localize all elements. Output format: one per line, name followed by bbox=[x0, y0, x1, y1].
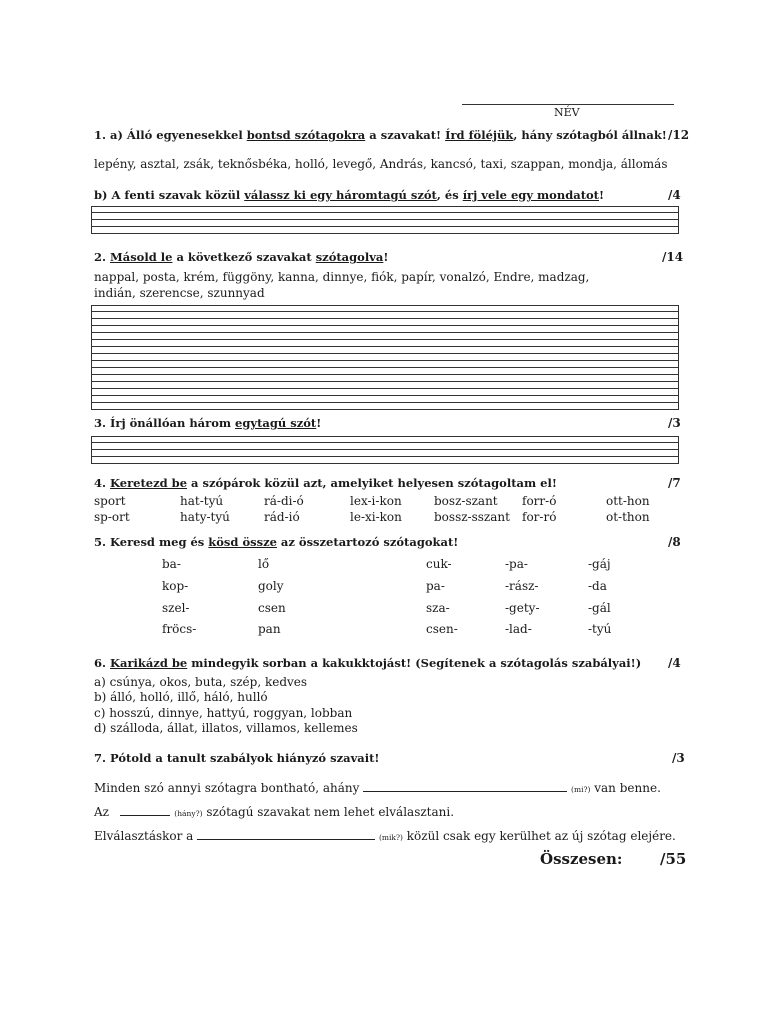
syllable[interactable]: cuk- bbox=[426, 557, 452, 571]
task2-writing-lines[interactable] bbox=[91, 305, 679, 410]
task4-points: /7 bbox=[668, 476, 681, 490]
task6-item[interactable]: d) szálloda, állat, illatos, villamos, kellemes bbox=[94, 721, 358, 735]
pair-word[interactable]: le-xi-kon bbox=[350, 510, 402, 524]
task6-item[interactable]: a) csúnya, okos, buta, szép, kedves bbox=[94, 675, 308, 689]
task3-points: /3 bbox=[668, 416, 681, 430]
task7-sentence-1: Minden szó annyi szótagra bontható, ahány (mi?) van benne. bbox=[94, 781, 661, 795]
task4-instruction: 4. Keretezd be a szópárok közül azt, amelyiket helyesen szótagoltam el! bbox=[94, 476, 557, 490]
task1a-points: /12 bbox=[668, 128, 690, 142]
syllable[interactable]: -rász- bbox=[505, 579, 539, 593]
task5-instruction: 5. Keresd meg és kösd össze az összetartozó szótagokat! bbox=[94, 535, 459, 549]
task6-item[interactable]: c) hosszú, dinnye, hattyú, roggyan, lobban bbox=[94, 706, 353, 720]
task6-item[interactable]: b) álló, holló, illő, háló, hulló bbox=[94, 690, 268, 704]
task6-instruction: 6. Karikázd be mindegyik sorban a kakukktojást! (Segítenek a szótagolás szabályai!) bbox=[94, 656, 642, 670]
syllable[interactable]: lő bbox=[258, 557, 270, 571]
task2-points: /14 bbox=[662, 250, 684, 264]
pair-word[interactable]: forr-ó bbox=[522, 494, 557, 508]
pair-word[interactable]: rád-ió bbox=[264, 510, 300, 524]
task3-instruction: 3. Írj önállóan három egytagú szót! bbox=[94, 416, 322, 430]
syllable[interactable]: pan bbox=[258, 622, 281, 636]
pair-word[interactable]: sport bbox=[94, 494, 126, 508]
task2-words-line2: indián, szerencse, szunnyad bbox=[94, 286, 265, 300]
task1a-words: lepény, asztal, zsák, teknősbéka, holló, levegő, András, kancsó, taxi, szappan, mondja, állomás bbox=[94, 157, 668, 171]
syllable[interactable]: csen- bbox=[426, 622, 458, 636]
pair-word[interactable]: haty-tyú bbox=[180, 510, 230, 524]
task7-sentence-2: Az (hány?) szótagú szavakat nem lehet elválasztani. bbox=[94, 805, 455, 819]
task7-instruction: 7. Pótold a tanult szabályok hiányzó szavait! bbox=[94, 751, 380, 765]
task7-points: /3 bbox=[672, 751, 685, 765]
blank-field[interactable] bbox=[363, 783, 567, 792]
syllable[interactable]: goly bbox=[258, 579, 284, 593]
pair-word[interactable]: lex-i-kon bbox=[350, 494, 402, 508]
blank-field[interactable] bbox=[120, 807, 170, 816]
total-points: /55 bbox=[660, 850, 687, 868]
task2-words-line1: nappal, posta, krém, függöny, kanna, dinnye, fiók, papír, vonalzó, Endre, madzag, bbox=[94, 270, 590, 284]
syllable[interactable]: -gáj bbox=[588, 557, 611, 571]
syllable[interactable]: -da bbox=[588, 579, 607, 593]
pair-word[interactable]: bosz-szant bbox=[434, 494, 498, 508]
pair-word[interactable]: sp-ort bbox=[94, 510, 130, 524]
pair-word[interactable]: for-ró bbox=[522, 510, 557, 524]
syllable[interactable]: -gety- bbox=[505, 601, 540, 615]
syllable[interactable]: sza- bbox=[426, 601, 450, 615]
syllable[interactable]: kop- bbox=[162, 579, 189, 593]
syllable[interactable]: fröcs- bbox=[162, 622, 197, 636]
syllable[interactable]: csen bbox=[258, 601, 286, 615]
total-label: Összesen: bbox=[540, 850, 623, 868]
syllable[interactable]: szel- bbox=[162, 601, 190, 615]
task1b-writing-lines[interactable] bbox=[91, 206, 679, 234]
task6-points: /4 bbox=[668, 656, 681, 670]
syllable[interactable]: -lad- bbox=[505, 622, 532, 636]
syllable[interactable]: -tyú bbox=[588, 622, 612, 636]
task2-instruction: 2. Másold le a következő szavakat szótagolva! bbox=[94, 250, 389, 264]
task5-points: /8 bbox=[668, 535, 681, 549]
pair-word[interactable]: hat-tyú bbox=[180, 494, 224, 508]
task3-writing-lines[interactable] bbox=[91, 436, 679, 464]
syllable[interactable]: pa- bbox=[426, 579, 445, 593]
blank-field[interactable] bbox=[197, 831, 375, 840]
syllable[interactable]: ba- bbox=[162, 557, 181, 571]
pair-word[interactable]: ott-hon bbox=[606, 494, 650, 508]
syllable[interactable]: -pa- bbox=[505, 557, 528, 571]
name-line[interactable] bbox=[462, 104, 674, 105]
pair-word[interactable]: bossz-sszant bbox=[434, 510, 510, 524]
task1b-instruction: b) A fenti szavak közül válassz ki egy háromtagú szót, és írj vele egy mondatot! bbox=[94, 188, 605, 202]
syllable[interactable]: -gál bbox=[588, 601, 611, 615]
name-label: NÉV bbox=[554, 106, 580, 119]
task7-sentence-3: Elválasztáskor a (mik?) közül csak egy kerülhet az új szótag elejére. bbox=[94, 829, 676, 843]
task1b-points: /4 bbox=[668, 188, 681, 202]
pair-word[interactable]: rá-di-ó bbox=[264, 494, 304, 508]
task1a-instruction: 1. a) Álló egyenesekkel bontsd szótagokra a szavakat! Írd föléjük, hány szótagból állnak! bbox=[94, 128, 667, 142]
pair-word[interactable]: ot-thon bbox=[606, 510, 650, 524]
